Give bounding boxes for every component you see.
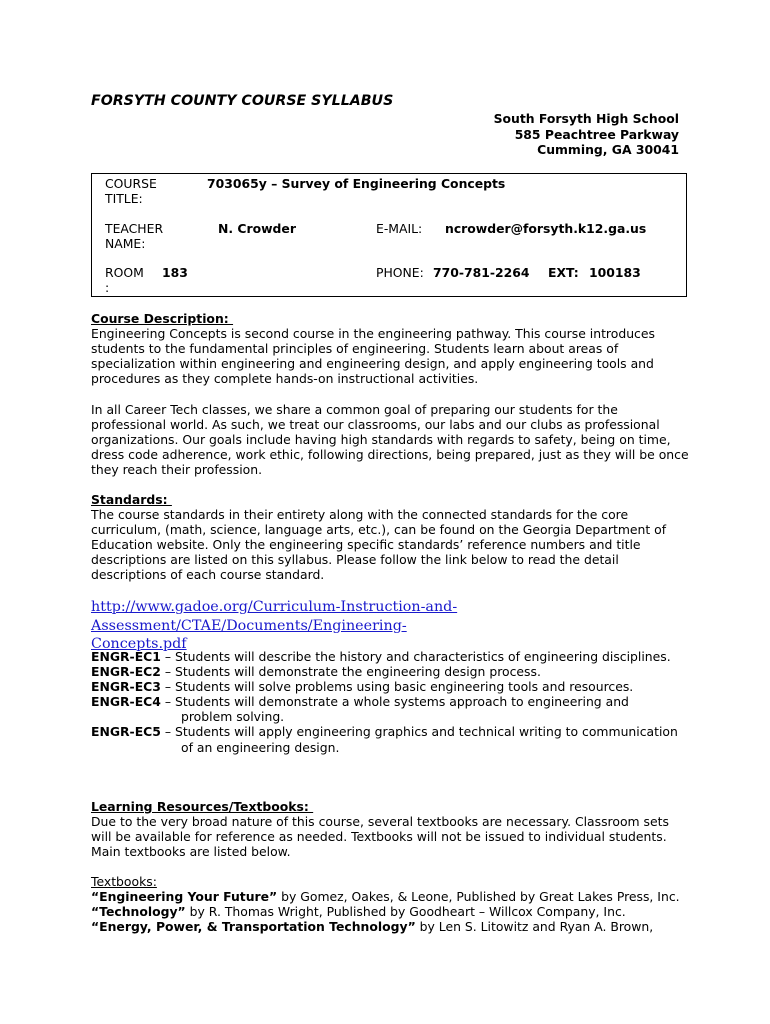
standard-code: ENGR-EC4 [91,694,161,710]
standard-item [91,649,681,664]
phone-label: PHONE: [376,265,424,280]
teacher-label-line-1: TEACHER [105,221,164,236]
standard-item [91,694,681,724]
ext-value: 100183 [589,265,641,280]
standard-code: ENGR-EC3 [91,679,161,695]
standards-link-line-2[interactable]: Concepts.pdf [91,636,187,652]
standard-item [91,724,681,754]
textbook-title: “Technology” [91,904,186,920]
standard-code: ENGR-EC1 [91,649,161,664]
textbook-details: by Len S. Litowitz and Ryan A. Brown, [415,919,654,935]
learning-resources-paragraph: Due to the very broad nature of this course, several textbooks are necessary. Classroom sets will be available for reference as needed. Textbooks will not be issued to individual students. Main textbooks are listed below. [91,814,669,860]
email-value[interactable]: ncrowder@forsyth.k12.ga.us [445,221,647,236]
textbook-item [91,904,681,919]
school-city: Cumming, GA 30041 [537,142,679,157]
standard-text: – Students will solve problems using basic engineering tools and resources. [160,679,634,695]
course-label-line-2: TITLE: [105,191,143,206]
textbook-title: “Energy, Power, & Transportation Technology” [91,919,416,935]
textbook-item [91,919,681,934]
room-label-line-1: ROOM [105,265,144,280]
textbook-details: by R. Thomas Wright, Published by Goodheart – Willcox Company, Inc. [185,904,626,920]
phone-value: 770-781-2264 [433,265,530,280]
course-description-section [91,311,691,386]
learning-resources-section [91,799,671,859]
career-tech-paragraph: In all Career Tech classes, we share a common goal of preparing our students for the professional world. As such, we treat our classrooms, our labs and our clubs as professional organizations. Our goals include having high standards with regards to safety, being on time, dress code adherence, work ethic, following directions, being prepared, just as they will be once they reach their profession. [91,402,689,478]
room-value: 183 [162,265,188,280]
room-label-line-2: : [105,280,110,295]
textbooks-section [91,874,681,934]
course-info-box [91,173,687,297]
course-title-label [105,176,157,206]
standard-text-continuation: problem solving. [181,709,285,725]
standards-link-line-1[interactable]: http://www.gadoe.org/Curriculum-Instruction-and-Assessment/CTAE/Documents/Engineering- [91,599,458,634]
standard-text-continuation: of an engineering design. [181,739,340,755]
standards-paragraph: The course standards in their entirety along with the connected standards for the core curriculum, (math, science, language arts, etc.), can be found on the Georgia Department of Education website. Only the engineering specific standards’ reference numbers and title descriptions are listed on this syllabus. Please follow the link below to read the detail descriptions of each course standard. [91,507,667,583]
standards-section [91,492,691,583]
standard-item [91,664,681,679]
standard-code: ENGR-EC5 [91,724,161,740]
standards-heading: Standards: [91,492,172,507]
school-address: 585 Peachtree Parkway [514,127,679,142]
teacher-name-value: N. Crowder [218,221,296,236]
standard-text: – Students will describe the history and characteristics of engineering disciplines. [160,649,671,664]
email-label: E-MAIL: [376,221,423,236]
textbook-title: “Engineering Your Future” [91,889,278,905]
standard-text: – Students will demonstrate a whole systems approach to engineering and [160,694,629,710]
standards-link[interactable] [91,598,731,654]
textbooks-heading: Textbooks: [91,874,157,889]
room-label [105,265,144,295]
teacher-label-line-2: NAME: [105,236,146,251]
standard-code: ENGR-EC2 [91,664,161,680]
course-label-line-1: COURSE [105,176,157,191]
teacher-name-label [105,221,163,251]
standard-item [91,679,681,694]
course-title-value: 703065y – Survey of Engineering Concepts [207,176,506,191]
standards-list [91,649,681,755]
ext-label: EXT: [548,265,579,280]
standard-text: – Students will apply engineering graphics and technical writing to communication [160,724,678,740]
learning-resources-heading: Learning Resources/Textbooks: [91,799,314,814]
school-name: South Forsyth High School [493,111,679,126]
standard-text: – Students will demonstrate the engineering design process. [160,664,541,680]
document-title: FORSYTH COUNTY COURSE SYLLABUS [91,93,394,109]
textbook-item [91,889,681,904]
course-description-heading: Course Description: [91,311,234,326]
textbook-details: by Gomez, Oakes, & Leone, Published by Great Lakes Press, Inc. [277,889,680,905]
course-description-paragraph: Engineering Concepts is second course in the engineering pathway. This course introduces students to the fundamental principles of engineering. Students learn about areas of specialization within engineering and engineering design, and apply engineering tools and procedures as they complete hands-on instructional activities. [91,326,655,387]
